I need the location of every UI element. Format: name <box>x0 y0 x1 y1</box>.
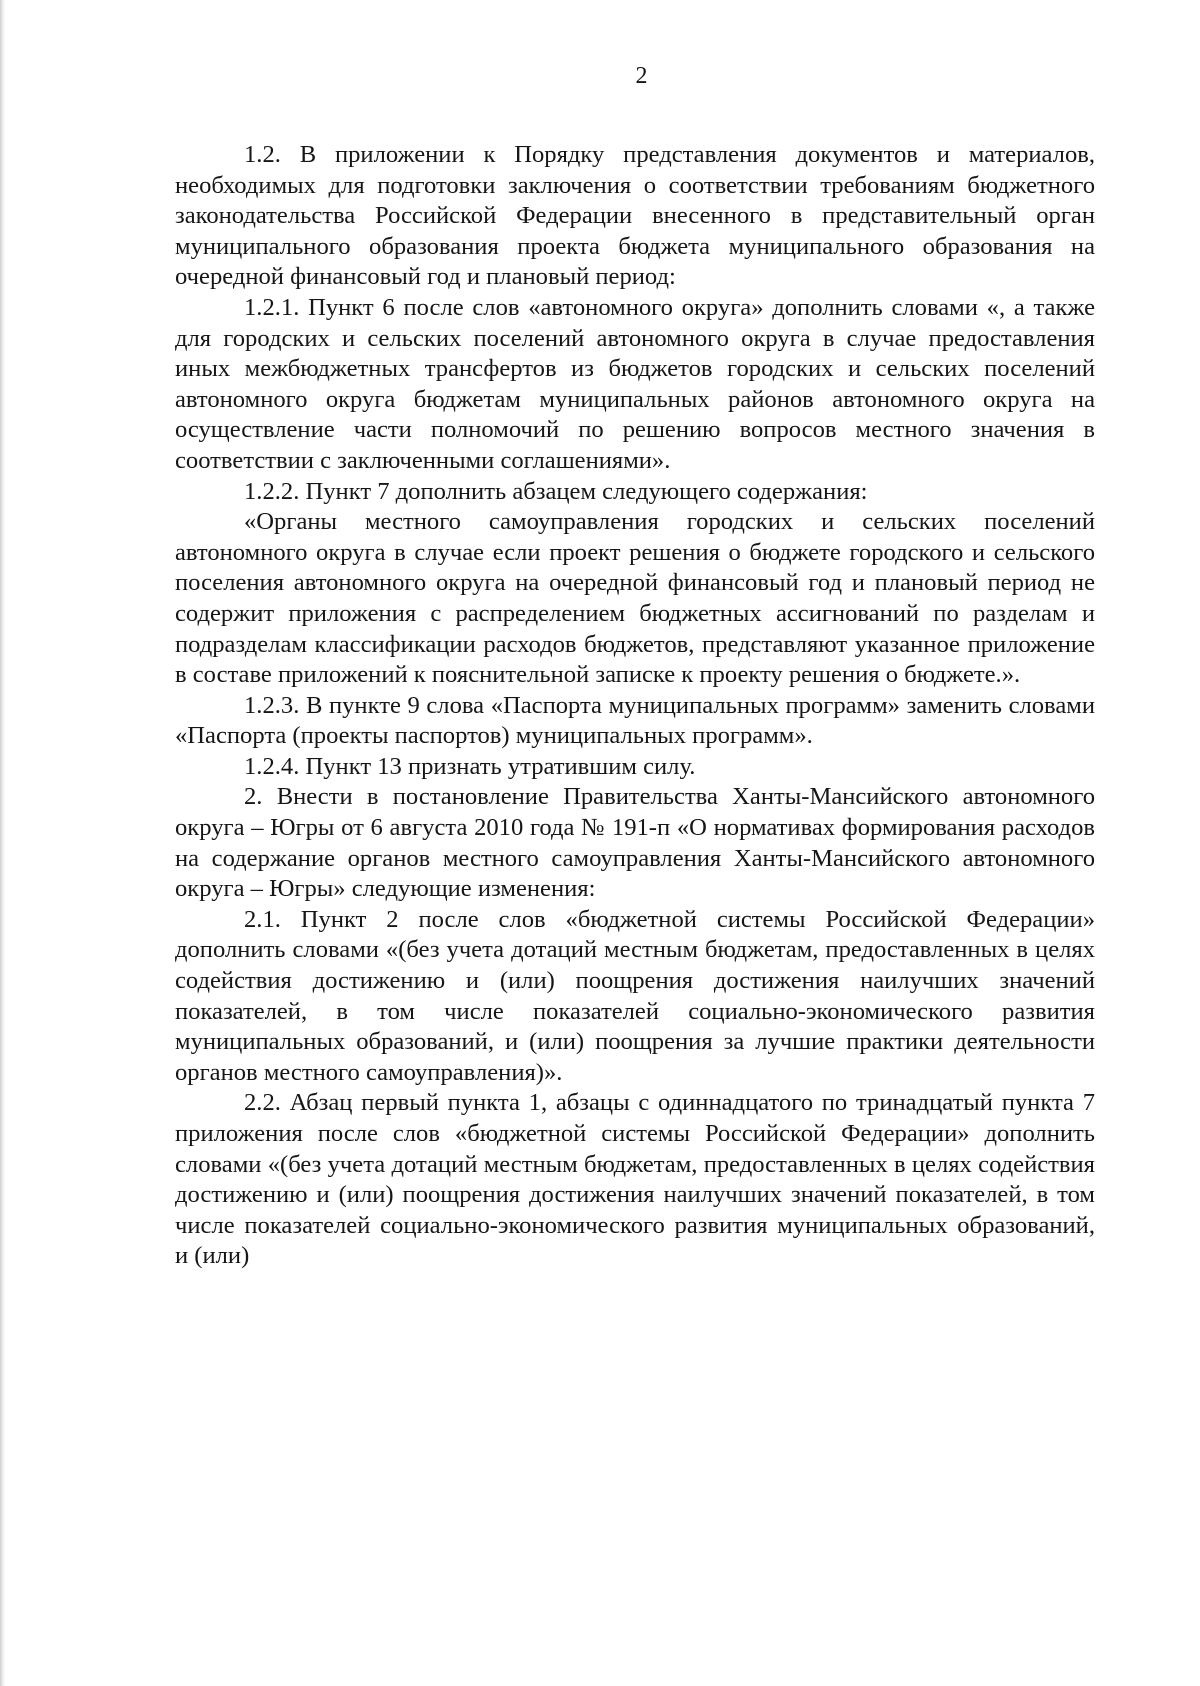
paragraph-2: 2. Внести в постановление Правительства Ханты-Мансийского автономного округа – Югры от 6 августа 2010 года № 191-п «О нормативах формирования расходов на содержание органов местного самоуправления Ханты-Мансийского автономного округа – Югры» следующие изменения: <box>175 783 1095 903</box>
paragraph-1-2-1: 1.2.1. Пункт 6 после слов «автономного округа» дополнить словами «, а также для городских и сельских поселений автономного округа в случае предоставления иных межбюджетных трансфертов из бюджетов городских и сельских поселений автономного округа бюджетам муниципальных районов автономного округа на осуществление части полномочий по решению вопросов местного значения в соответствии с заключенными соглашениями». <box>175 293 1095 474</box>
paragraph-1-2-4: 1.2.4. Пункт 13 признать утратившим силу. <box>244 752 696 780</box>
paragraph-2-1: 2.1. Пункт 2 после слов «бюджетной системы Российской Федерации» дополнить словами «(без учета дотаций местным бюджетам, предоставленных в целях содействия достижению и (или) поощрения достижения наилучших значений показателей, в том числе показателей социально-экономического развития муниципальных образований, и (или) поощрения за лучшие практики деятельности органов местного самоуправления)». <box>175 905 1095 1086</box>
paragraph-2-2: 2.2. Абзац первый пункта 1, абзацы с одиннадцатого по тринадцатый пункта 7 приложения после слов «бюджетной системы Российской Федерации» дополнить словами «(без учета дотаций местным бюджетам, предоставленных в целях содействия достижению и (или) поощрения достижения наилучших значений показателей, в том числе показателей социально-экономического развития муниципальных образований, и (или) <box>175 1089 1095 1270</box>
paragraph-1-2-3: 1.2.3. В пункте 9 слова «Паспорта муниципальных программ» заменить словами «Паспорта (проекты паспортов) муниципальных программ». <box>175 691 1095 750</box>
paragraph-1-2: 1.2. В приложении к Порядку представления документов и материалов, необходимых для подготовки заключения о соответствии требованиям бюджетного законодательства Российской Федерации внесенного в представительный орган муниципального образования проекта бюджета муниципального образования на очередной финансовый год и плановый период: <box>175 141 1095 291</box>
paragraph-1-2-2-quote: «Органы местного самоуправления городских и сельских поселений автономного округа в случае если проект решения о бюджете городского и сельского поселения автономного округа на очередной финансовый год и плановый период не содержит приложения с распределением бюджетных ассигнований по разделам и подразделам классификации расходов бюджетов, представляют указанное приложение в составе приложений к пояснительной записке к проекту решения о бюджете.». <box>175 508 1095 689</box>
paragraph-1-2-2: 1.2.2. Пункт 7 дополнить абзацем следующего содержания: <box>244 477 868 505</box>
page-number: 2 <box>635 63 648 89</box>
document-body <box>175 140 1095 1272</box>
scan-edge <box>0 0 5 1686</box>
